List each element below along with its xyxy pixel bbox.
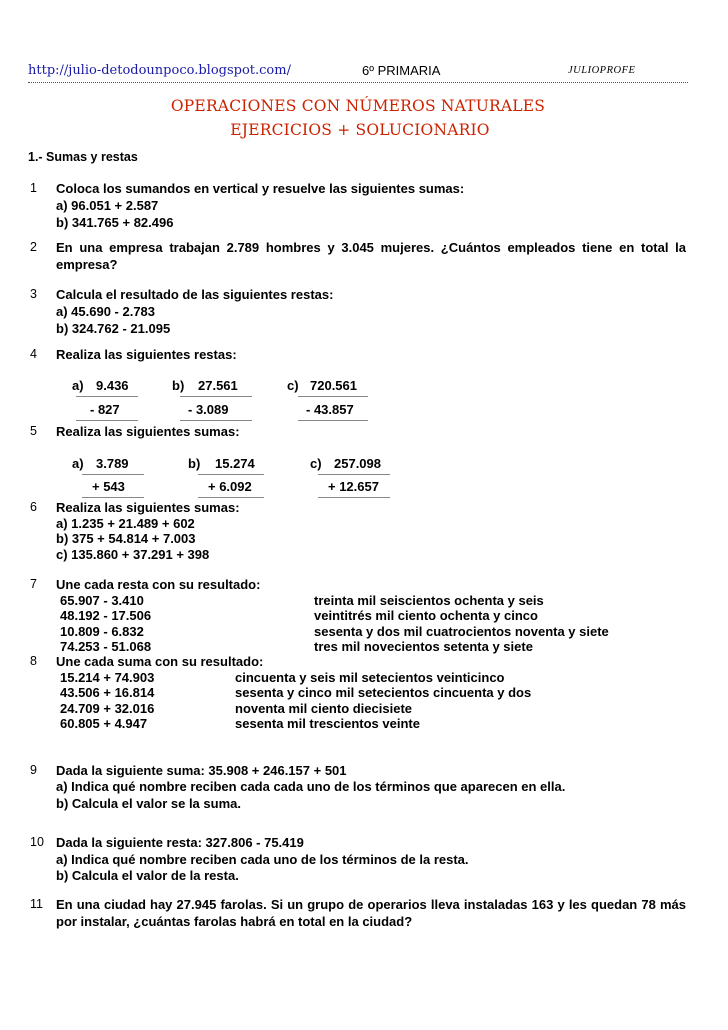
match-result: treinta mil seiscientos ochenta y seis	[314, 593, 544, 608]
operation-top: 3.789	[96, 456, 129, 471]
exercise-question: Realiza las siguientes restas:	[56, 347, 237, 362]
author-label: JULIOPROFE	[568, 65, 636, 76]
operation-label: b)	[172, 378, 185, 393]
exercise-question: En una ciudad hay 27.945 farolas. Si un grupo de operarios lleva instaladas 163 y les quedan 78 más por instalar, ¿cuántas farolas habrá en total en la ciudad?	[56, 897, 686, 929]
operation-bottom-rule	[76, 420, 138, 421]
match-operation: 10.809 - 6.832	[60, 624, 144, 639]
grade-label: 6º PRIMARIA	[362, 63, 441, 78]
exercise-item: b) Calcula el valor de la resta.	[56, 868, 239, 883]
page-title: OPERACIONES CON NÚMEROS NATURALES	[170, 97, 546, 115]
operation-top-rule	[298, 396, 368, 397]
page-subtitle: EJERCICIOS + SOLUCIONARIO	[230, 121, 490, 139]
exercise-number: 10	[30, 835, 44, 849]
operation-top: 720.561	[310, 378, 357, 393]
match-operation: 74.253 - 51.068	[60, 639, 152, 654]
exercise-item: a) 45.690 - 2.783	[56, 304, 156, 319]
operation-label: b)	[188, 456, 201, 471]
exercise-item: a) Indica qué nombre reciben cada uno de los términos de la resta.	[56, 852, 469, 867]
operation-top-rule	[180, 396, 252, 397]
exercise-item: b) 341.765 + 82.496	[56, 215, 174, 230]
operation-bottom-rule	[198, 497, 264, 498]
exercise-item: b) 375 + 54.814 + 7.003	[56, 531, 196, 546]
operation-bottom: + 6.092	[208, 479, 252, 494]
exercise-number: 11	[30, 897, 43, 911]
exercise-question: Coloca los sumandos en vertical y resuelve las siguientes sumas:	[56, 181, 465, 196]
operation-bottom: + 543	[92, 479, 125, 494]
match-result: cincuenta y seis mil setecientos veinticinco	[235, 670, 505, 685]
exercise-number: 2	[30, 240, 37, 254]
exercise-item: b) 324.762 - 21.095	[56, 321, 171, 336]
match-result: sesenta y dos mil cuatrocientos noventa y siete	[314, 624, 609, 639]
exercise-number: 6	[30, 500, 37, 514]
blog-url-link[interactable]: http://julio-detodounpoco.blogspot.com/	[28, 63, 291, 78]
header-divider	[28, 82, 688, 83]
operation-top: 257.098	[334, 456, 381, 471]
exercise-number: 9	[30, 763, 37, 777]
operation-top: 27.561	[198, 378, 238, 393]
operation-bottom-rule	[180, 420, 252, 421]
match-operation: 65.907 - 3.410	[60, 593, 144, 608]
operation-label: a)	[72, 456, 84, 471]
operation-label: c)	[287, 378, 299, 393]
match-operation: 43.506 + 16.814	[60, 685, 155, 700]
match-operation: 24.709 + 32.016	[60, 701, 155, 716]
match-operation: 15.214 + 74.903	[60, 670, 155, 685]
operation-top: 15.274	[215, 456, 255, 471]
operation-label: a)	[72, 378, 84, 393]
match-result: sesenta mil trescientos veinte	[235, 716, 420, 731]
exercise-item: a) 1.235 + 21.489 + 602	[56, 516, 195, 531]
exercise-item: a) Indica qué nombre reciben cada cada uno de los términos que aparecen en ella.	[56, 779, 566, 794]
exercise-item: a) 96.051 + 2.587	[56, 198, 159, 213]
operation-bottom: + 12.657	[328, 479, 379, 494]
match-result: veintitrés mil ciento ochenta y cinco	[314, 608, 538, 623]
exercise-question: Realiza las siguientes sumas:	[56, 424, 240, 439]
match-result: noventa mil ciento diecisiete	[235, 701, 412, 716]
match-operation: 60.805 + 4.947	[60, 716, 148, 731]
match-result: sesenta y cinco mil setecientos cincuenta y dos	[235, 685, 532, 700]
exercise-question: Une cada resta con su resultado:	[56, 577, 261, 592]
operation-top-rule	[198, 474, 264, 475]
operation-bottom: - 827	[90, 402, 120, 417]
exercise-question: Calcula el resultado de las siguientes restas:	[56, 287, 334, 302]
exercise-number: 1	[30, 181, 37, 195]
operation-bottom-rule	[318, 497, 390, 498]
operation-bottom: - 43.857	[306, 402, 354, 417]
exercise-number: 8	[30, 654, 37, 668]
exercise-number: 5	[30, 424, 37, 438]
match-result: tres mil novecientos setenta y siete	[314, 639, 533, 654]
exercise-question: Une cada suma con su resultado:	[56, 654, 264, 669]
exercise-number: 3	[30, 287, 37, 301]
exercise-question: En una empresa trabajan 2.789 hombres y 3.045 mujeres. ¿Cuántos empleados tiene en total la empresa?	[56, 240, 686, 272]
match-operation: 48.192 - 17.506	[60, 608, 152, 623]
operation-bottom-rule	[82, 497, 144, 498]
operation-top: 9.436	[96, 378, 129, 393]
exercise-question: Realiza las siguientes sumas:	[56, 500, 240, 515]
exercise-question: Dada la siguiente resta: 327.806 - 75.419	[56, 835, 304, 850]
exercise-item: c) 135.860 + 37.291 + 398	[56, 547, 210, 562]
operation-bottom-rule	[298, 420, 368, 421]
exercise-number: 4	[30, 347, 37, 361]
operation-top-rule	[318, 474, 390, 475]
exercise-item: b) Calcula el valor se la suma.	[56, 796, 241, 811]
operation-bottom: - 3.089	[188, 402, 229, 417]
exercise-number: 7	[30, 577, 37, 591]
operation-label: c)	[310, 456, 322, 471]
operation-top-rule	[76, 396, 138, 397]
exercise-question: Dada la siguiente suma: 35.908 + 246.157 + 501	[56, 763, 347, 778]
section-heading: 1.- Sumas y restas	[28, 150, 138, 164]
operation-top-rule	[82, 474, 144, 475]
